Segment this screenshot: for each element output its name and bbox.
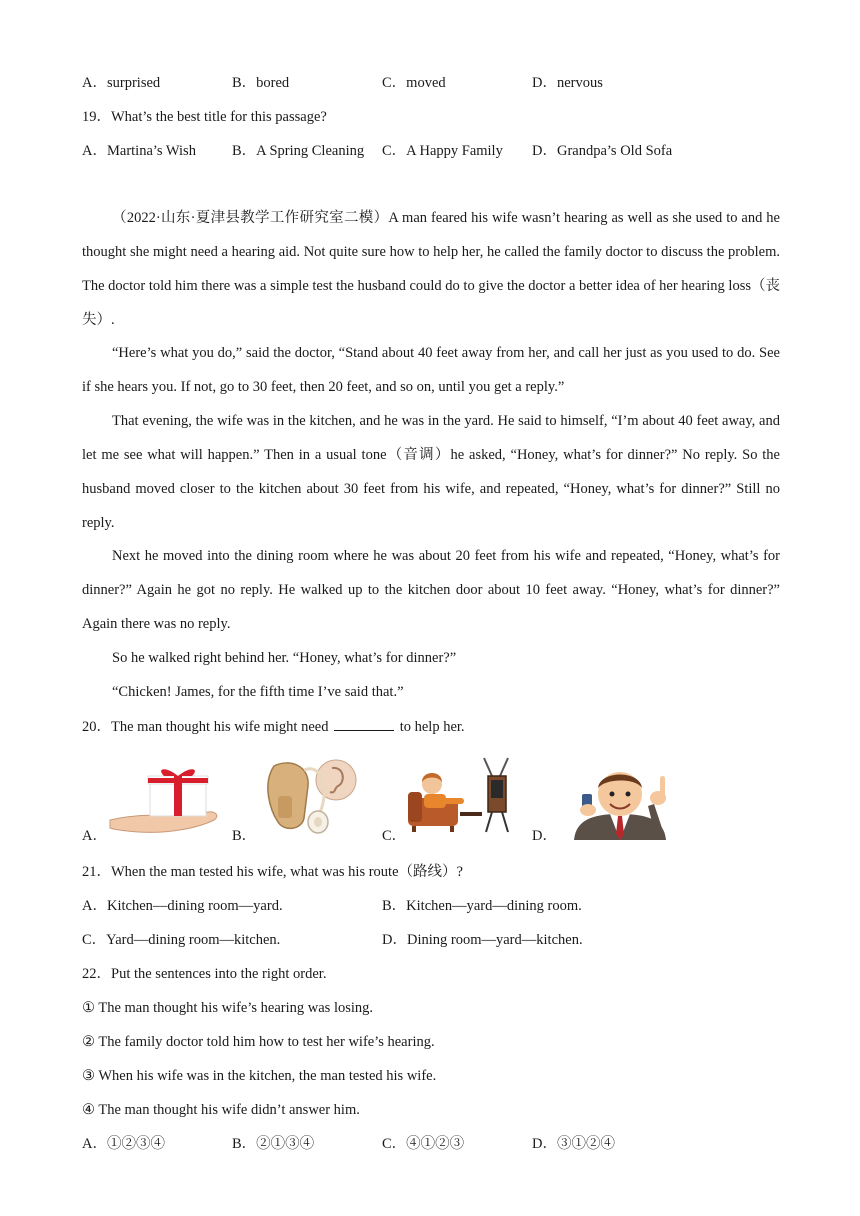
passage-paragraph-3: That evening, the wife was in the kitchen, and he was in the yard. He said to himself, “I’m about 40 feet away, and let me see what will happen.” Then in a usual tone（音调）he asked, “Honey, what’s for dinner?” No reply. So the husband moved closer to the kitchen about 30 feet from his wife, and repeated, “Honey, what’s for dinner?” Still no reply. <box>82 413 780 531</box>
passage-paragraph-5: So he walked right behind her. “Honey, what’s for dinner?” <box>112 650 457 666</box>
q21-option-d: D．Dining room—yard—kitchen. <box>382 932 583 948</box>
q19-option-b: B．A Spring Cleaning <box>232 143 365 159</box>
passage-paragraph-4: Next he moved into the dining room where he was about 20 feet from his wife and repeated, “Honey, what’s for dinner?” Again he got no reply. He walked up to the kitchen door about 10 feet away. “Honey, what’s for dinner?” Again there was no reply. <box>82 548 780 632</box>
q19-option-d: D．Grandpa’s Old Sofa <box>532 143 673 159</box>
person-watching-tv-icon <box>404 754 524 834</box>
q18-option-b: B．bored <box>232 75 290 91</box>
q18-option-d: D．nervous <box>532 75 603 91</box>
passage-paragraph-1: （2022·山东·夏津县教学工作研究室二模）A man feared his wife wasn’t hearing as well as she used to and he thought she might need a hearing aid. Not quite sure how to help her, he called the family doctor to discuss the problem. The doctor told him there was a simple test the husband could do to give the doctor a better idea of her hearing loss（丧失）. <box>82 210 780 328</box>
q22-option-b: B．②①③④ <box>232 1136 315 1152</box>
q20-option-d-label: D． <box>532 828 557 844</box>
passage-paragraph-2: “Here’s what you do,” said the doctor, “Stand about 40 feet away from her, and call her just as you used to do. See if she hears you. If not, go to 30 feet, then 20 feet, and so on, until you get a reply.” <box>82 345 780 395</box>
q22-option-c: C．④①②③ <box>382 1136 465 1152</box>
q20-option-b-label: B． <box>232 828 257 844</box>
q22-stem: 22．Put the sentences into the right order. <box>82 966 327 982</box>
q19-option-a: A．Martina’s Wish <box>82 143 196 159</box>
q21-option-a: A．Kitchen—dining room—yard. <box>82 898 283 914</box>
q22-option-d: D．③①②④ <box>532 1136 615 1152</box>
q22-sentence-3: ③ When his wife was in the kitchen, the man tested his wife. <box>82 1068 437 1084</box>
hearing-aid-icon <box>254 756 360 840</box>
q22-sentence-1: ① The man thought his wife’s hearing was losing. <box>82 1000 374 1016</box>
q22-sentence-2: ② The family doctor told him how to test her wife’s hearing. <box>82 1034 435 1050</box>
q18-option-c: C．moved <box>382 75 446 91</box>
gift-in-hand-icon <box>108 766 220 838</box>
passage-paragraph-6: “Chicken! James, for the fifth time I’ve said that.” <box>112 684 404 700</box>
q21-stem: 21．When the man tested his wife, what was his route（路线）? <box>82 864 463 880</box>
q20-stem: 20．The man thought his wife might need to help her. <box>82 716 465 737</box>
q20-option-c-label: C． <box>382 828 407 844</box>
q19-option-c: C．A Happy Family <box>382 143 503 159</box>
q22-option-a: A．①②③④ <box>82 1136 165 1152</box>
q21-option-c: C．Yard—dining room—kitchen. <box>82 932 281 948</box>
q19-stem: 19．What’s the best title for this passage? <box>82 109 327 125</box>
q20-option-a-label: A． <box>82 828 107 844</box>
q18-option-a: A．surprised <box>82 75 161 91</box>
man-on-phone-icon <box>566 768 678 840</box>
q22-sentence-4: ④ The man thought his wife didn’t answer him. <box>82 1102 360 1118</box>
q21-option-b: B．Kitchen—yard—dining room. <box>382 898 582 914</box>
answer-blank <box>334 716 394 731</box>
